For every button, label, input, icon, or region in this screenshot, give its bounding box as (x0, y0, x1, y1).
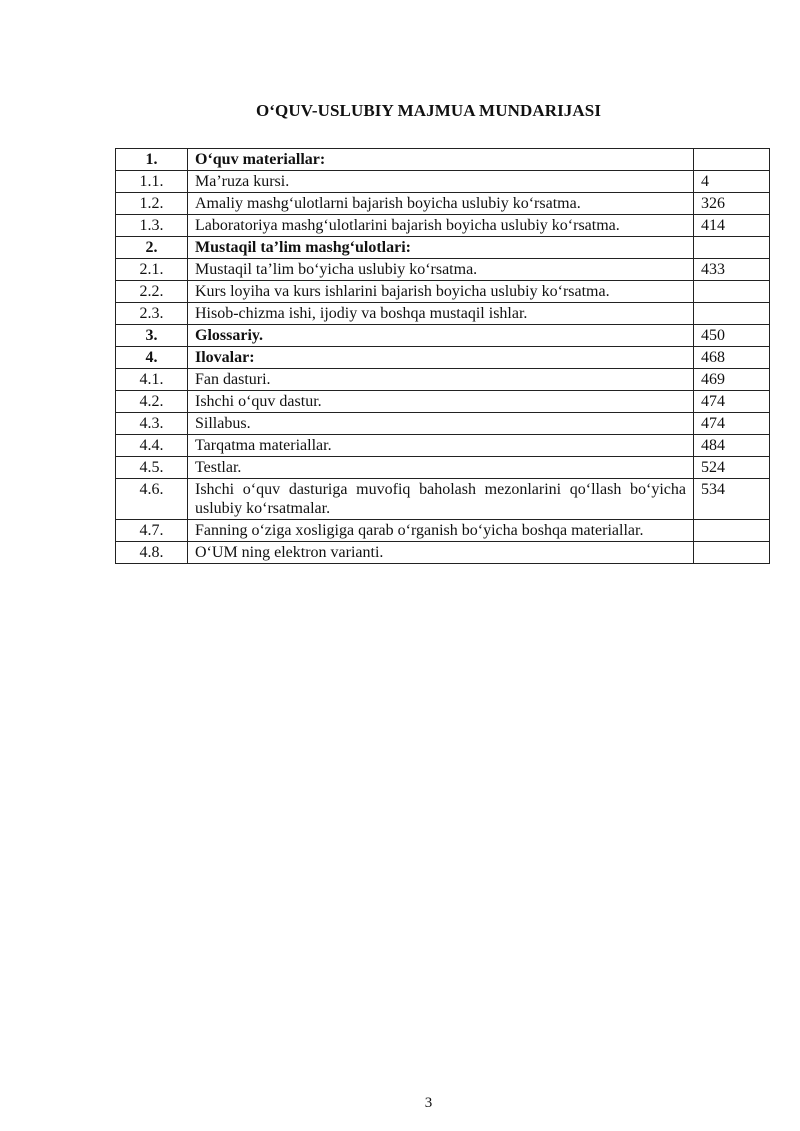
toc-item-number: 4.1. (116, 369, 188, 391)
page-title: O‘QUV-USLUBIY MAJMUA MUNDARIJASI (255, 101, 602, 120)
toc-item-title: O‘quv materiallar: (188, 149, 694, 171)
toc-item-number: 1. (116, 149, 188, 171)
toc-item-page: 484 (694, 435, 770, 457)
table-row (116, 457, 770, 479)
table-row (116, 325, 770, 347)
toc-item-title: Sillabus. (188, 413, 694, 435)
toc-item-title: Kurs loyiha va kurs ishlarini bajarish boyicha uslubiy ko‘rsatma. (188, 281, 694, 303)
toc-item-page: 326 (694, 193, 770, 215)
toc-body (116, 149, 770, 564)
toc-item-page (694, 149, 770, 171)
table-row (116, 369, 770, 391)
toc-item-number: 1.2. (116, 193, 188, 215)
toc-item-number: 2.1. (116, 259, 188, 281)
toc-item-number: 4.2. (116, 391, 188, 413)
toc-item-title: Mustaqil ta’lim mashg‘ulotlari: (188, 237, 694, 259)
toc-item-number: 4.8. (116, 542, 188, 564)
table-row (116, 347, 770, 369)
toc-item-title: Ilovalar: (188, 347, 694, 369)
toc-item-page: 474 (694, 391, 770, 413)
toc-item-number: 3. (116, 325, 188, 347)
toc-item-number: 4. (116, 347, 188, 369)
table-row (116, 259, 770, 281)
toc-item-title: Ishchi o‘quv dastur. (188, 391, 694, 413)
toc-item-number: 2.2. (116, 281, 188, 303)
toc-item-page (694, 303, 770, 325)
toc-item-page: 474 (694, 413, 770, 435)
toc-item-title: Testlar. (188, 457, 694, 479)
table-row (116, 171, 770, 193)
toc-item-title: Mustaqil ta’lim bo‘yicha uslubiy ko‘rsatma. (188, 259, 694, 281)
toc-item-number: 2.3. (116, 303, 188, 325)
table-row (116, 391, 770, 413)
toc-item-title: Ma’ruza kursi. (188, 171, 694, 193)
toc-item-number: 4.7. (116, 520, 188, 542)
toc-item-title: Hisob-chizma ishi, ijodiy va boshqa mustaqil ishlar. (188, 303, 694, 325)
table-row (116, 215, 770, 237)
toc-item-title: Ishchi o‘quv dasturiga muvofiq baholash mezonlarini qo‘llash bo‘yicha uslubiy ko‘rsatmalar. (188, 479, 694, 520)
toc-item-number: 4.3. (116, 413, 188, 435)
table-row (116, 281, 770, 303)
table-row (116, 193, 770, 215)
toc-item-title: Fan dasturi. (188, 369, 694, 391)
toc-item-page (694, 237, 770, 259)
toc-item-page: 468 (694, 347, 770, 369)
table-row (116, 479, 770, 520)
toc-item-page: 534 (694, 479, 770, 520)
toc-item-title: Fanning o‘ziga xosligiga qarab o‘rganish bo‘yicha boshqa materiallar. (188, 520, 694, 542)
table-row (116, 237, 770, 259)
table-row (116, 149, 770, 171)
toc-item-page (694, 281, 770, 303)
toc-item-number: 4.5. (116, 457, 188, 479)
table-of-contents (115, 148, 770, 564)
toc-item-title: Amaliy mashg‘ulotlarni bajarish boyicha uslubiy ko‘rsatma. (188, 193, 694, 215)
table-row (116, 520, 770, 542)
toc-item-page (694, 520, 770, 542)
toc-item-title: O‘UM ning elektron varianti. (188, 542, 694, 564)
table-row (116, 413, 770, 435)
toc-item-number: 4.6. (116, 479, 188, 520)
toc-item-number: 1.1. (116, 171, 188, 193)
table-row (116, 542, 770, 564)
toc-item-page: 433 (694, 259, 770, 281)
toc-item-title: Laboratoriya mashg‘ulotlarini bajarish boyicha uslubiy ko‘rsatma. (188, 215, 694, 237)
toc-item-page: 450 (694, 325, 770, 347)
toc-item-title: Tarqatma materiallar. (188, 435, 694, 457)
table-row (116, 303, 770, 325)
toc-item-page: 414 (694, 215, 770, 237)
toc-item-number: 2. (116, 237, 188, 259)
toc-item-page (694, 542, 770, 564)
toc-item-page: 4 (694, 171, 770, 193)
toc-item-number: 1.3. (116, 215, 188, 237)
toc-item-title: Glossariy. (188, 325, 694, 347)
table-row (116, 435, 770, 457)
toc-item-number: 4.4. (116, 435, 188, 457)
toc-item-page: 524 (694, 457, 770, 479)
page-number: 3 (424, 1095, 433, 1111)
toc-item-page: 469 (694, 369, 770, 391)
